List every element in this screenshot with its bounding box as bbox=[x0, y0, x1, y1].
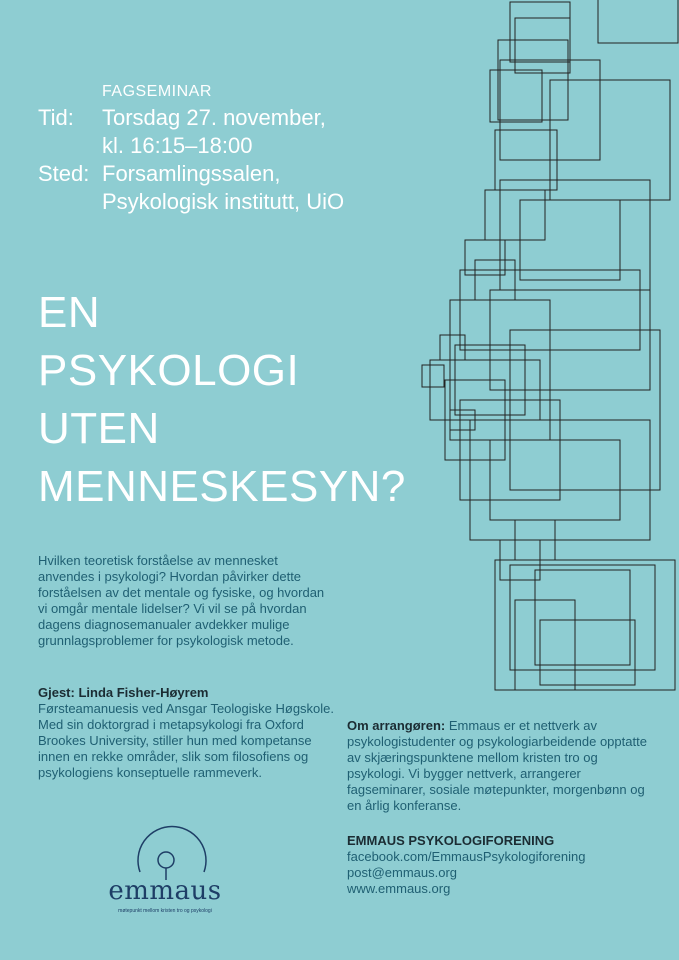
organizer-label: Om arrangøren: bbox=[347, 718, 446, 733]
logo-wordmark: emmaus bbox=[108, 876, 222, 906]
contact-name: EMMAUS PSYKOLOGIFORENING bbox=[347, 833, 555, 848]
organizer-text: Emmaus er et nettverk av psykologistudenter og psykologiarbeidende opptatte av skjæringspunktene mellom kristen tro og psykologi. Vi bygger nettverk, arrangerer fagseminarer, sosiale møtepunkter, morgenbønn og en årlig konferanse. bbox=[347, 718, 647, 813]
time-label: Tid: bbox=[38, 105, 74, 130]
poster-title bbox=[38, 284, 406, 516]
title-line-4: MENNESKESYN? bbox=[38, 462, 406, 511]
logo-tagline: møtepunkt mellom kristen tro og psykologi bbox=[118, 908, 212, 914]
time-line-2: kl. 16:15–18:00 bbox=[102, 133, 253, 158]
place-line-1: Forsamlingssalen, bbox=[102, 161, 281, 186]
place-label: Sted: bbox=[38, 161, 90, 186]
intro-paragraph: Hvilken teoretisk forståelse av mennesket anvendes i psykologi? Hvordan påvirker dette forståelsen av det mentale og fysiske, og hvordan vi omgår mentale lidelser? Vi vil se på hvordan dagens diagnosemanualer avdekker mulige grunnlagsproblemer for psykologisk metode. bbox=[38, 553, 325, 648]
place-line-2: Psykologisk institutt, UiO bbox=[102, 189, 345, 214]
facebook-link[interactable]: facebook.com/EmmausPsykologiforening bbox=[347, 849, 586, 864]
guest-name: Gjest: Linda Fisher-Høyrem bbox=[38, 685, 209, 700]
title-line-3: UTEN bbox=[38, 404, 160, 453]
email-link[interactable]: post@emmaus.org bbox=[347, 865, 458, 880]
event-kicker: FAGSEMINAR bbox=[102, 83, 212, 100]
organizer-section bbox=[347, 718, 647, 814]
title-line-1: EN bbox=[38, 288, 101, 337]
contact-section bbox=[347, 833, 647, 897]
time-line-1: Torsdag 27. november, bbox=[102, 105, 326, 130]
guest-section bbox=[38, 685, 338, 781]
guest-bio: Førsteamanuesis ved Ansgar Teologiske Høgskole. Med sin doktorgrad i metapsykologi fra Oxford Brookes University, stiller hun med kompetanse innen en rekke områder, slik som filosofiens og psykologiens konseptuelle rammeverk. bbox=[38, 701, 335, 780]
web-link[interactable]: www.emmaus.org bbox=[347, 881, 451, 896]
decorative-squares bbox=[400, 0, 679, 700]
title-line-2: PSYKOLOGI bbox=[38, 346, 300, 395]
